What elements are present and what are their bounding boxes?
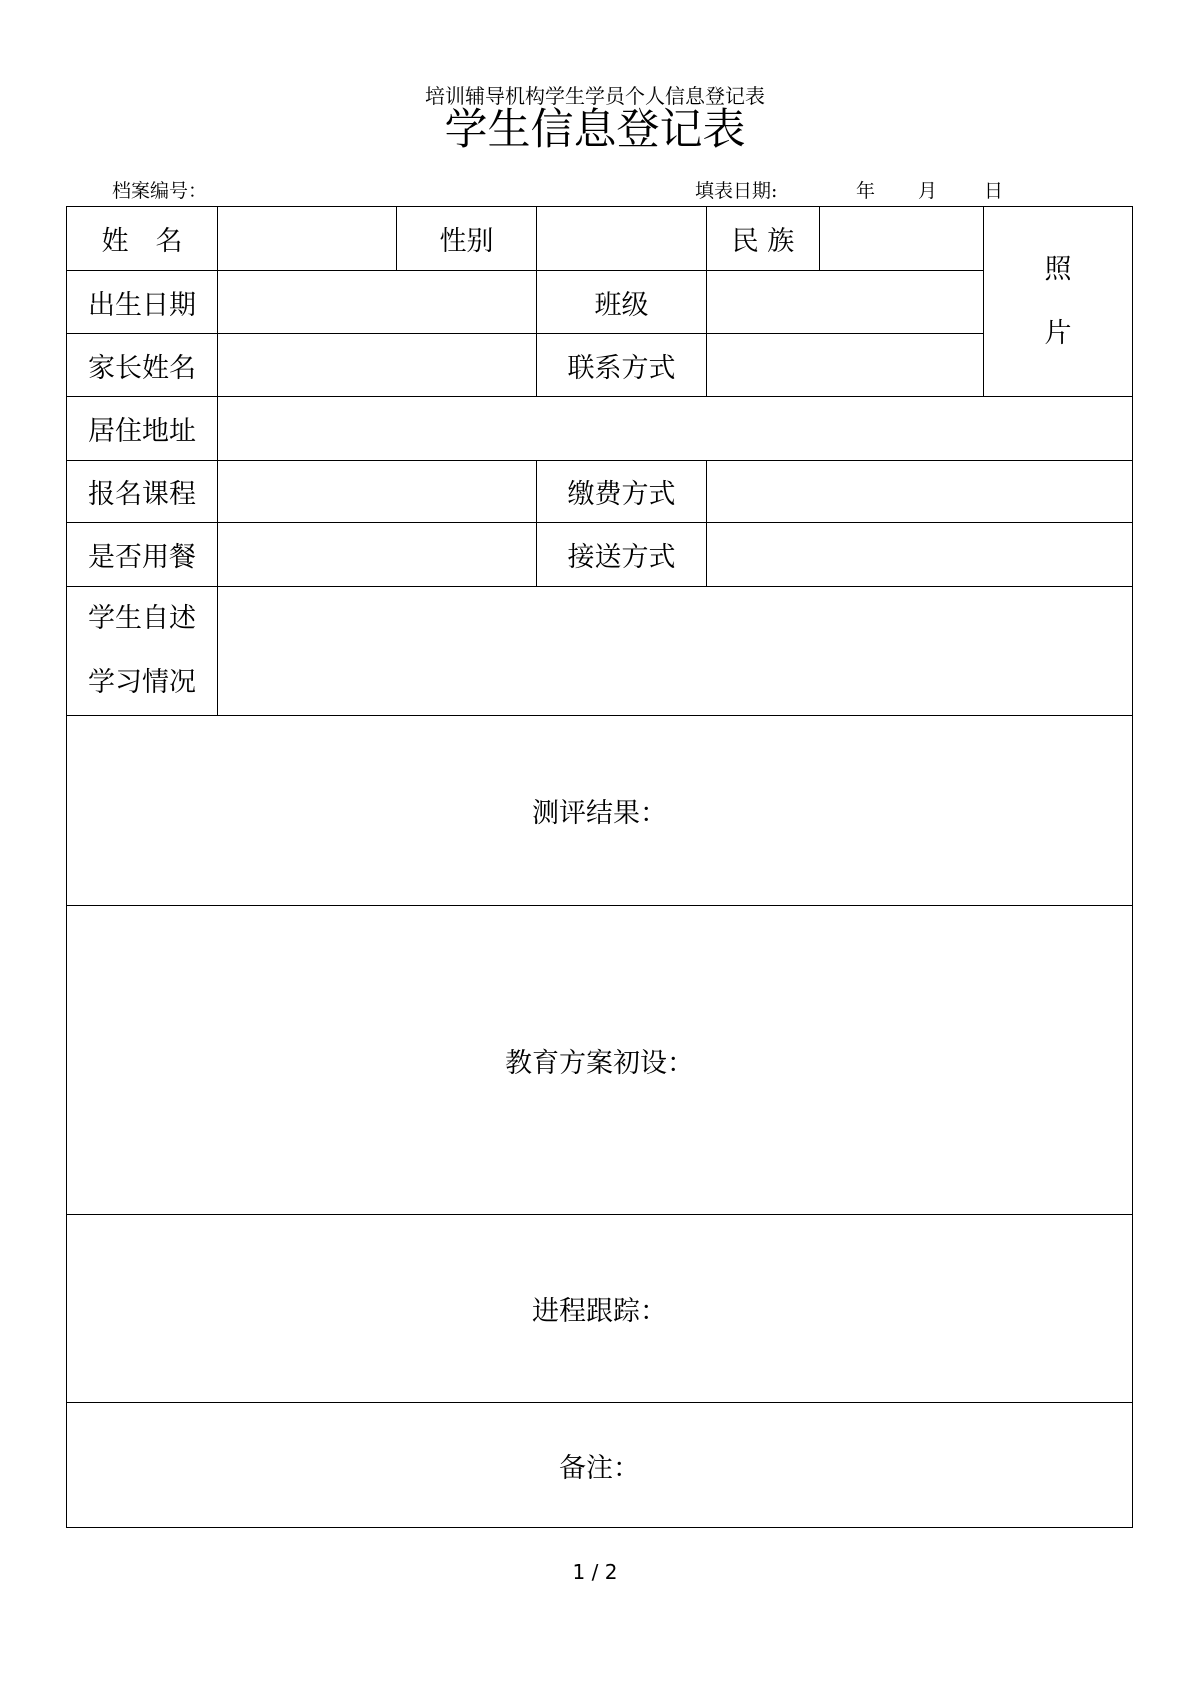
self-description-line-2: 学习情况 bbox=[88, 667, 196, 698]
progress-section[interactable] bbox=[67, 1215, 1133, 1403]
payment-label: 缴费方式 bbox=[537, 461, 707, 523]
birth-date-label: 出生日期 bbox=[67, 271, 218, 334]
photo-label-2: 片 bbox=[1044, 317, 1072, 349]
contact-label: 联系方式 bbox=[537, 334, 707, 397]
course-label: 报名课程 bbox=[67, 461, 218, 523]
page-number: 1 / 2 bbox=[572, 1560, 618, 1584]
photo-label-1: 照 bbox=[1044, 253, 1072, 285]
name-field[interactable] bbox=[218, 207, 397, 271]
year-label: 年 bbox=[856, 180, 876, 202]
gender-field[interactable] bbox=[537, 207, 707, 271]
remarks-label: 备注： bbox=[559, 1452, 640, 1484]
self-description-field[interactable] bbox=[218, 587, 1133, 716]
address-label: 居住地址 bbox=[67, 397, 218, 461]
class-label: 班级 bbox=[537, 271, 707, 334]
ethnicity-field[interactable] bbox=[820, 207, 984, 271]
parent-name-field[interactable] bbox=[218, 334, 537, 397]
assessment-section[interactable] bbox=[67, 716, 1133, 906]
ethnicity-label: 民 族 bbox=[707, 207, 820, 271]
birth-date-field[interactable] bbox=[218, 271, 537, 334]
transport-field[interactable] bbox=[707, 523, 1133, 587]
progress-label: 进程跟踪： bbox=[532, 1296, 667, 1327]
meal-field[interactable] bbox=[218, 523, 537, 587]
document-caption: 培训辅导机构学生学员个人信息登记表 bbox=[425, 84, 765, 108]
payment-field[interactable] bbox=[707, 461, 1133, 523]
fill-date-label: 填表日期: bbox=[695, 180, 778, 202]
photo-box[interactable] bbox=[984, 207, 1133, 397]
name-label: 姓 名 bbox=[67, 207, 218, 271]
day-label: 日 bbox=[984, 180, 1004, 202]
education-plan-label: 教育方案初设： bbox=[505, 1047, 694, 1079]
self-description-label bbox=[67, 587, 218, 716]
page-title: 学生信息登记表 bbox=[444, 105, 746, 155]
archive-number-label: 档案编号： bbox=[112, 180, 208, 202]
course-field[interactable] bbox=[218, 461, 537, 523]
gender-label: 性别 bbox=[397, 207, 537, 271]
parent-name-label: 家长姓名 bbox=[67, 334, 218, 397]
meal-label: 是否用餐 bbox=[67, 523, 218, 587]
class-field[interactable] bbox=[707, 271, 984, 334]
month-label: 月 bbox=[918, 180, 938, 202]
assessment-label: 测评结果： bbox=[532, 798, 667, 829]
address-field[interactable] bbox=[218, 397, 1133, 461]
remarks-section[interactable] bbox=[67, 1403, 1133, 1528]
transport-label: 接送方式 bbox=[537, 523, 707, 587]
education-plan-section[interactable] bbox=[67, 906, 1133, 1215]
self-description-line-1: 学生自述 bbox=[88, 603, 196, 634]
registration-form bbox=[66, 206, 1133, 1528]
contact-field[interactable] bbox=[707, 334, 984, 397]
